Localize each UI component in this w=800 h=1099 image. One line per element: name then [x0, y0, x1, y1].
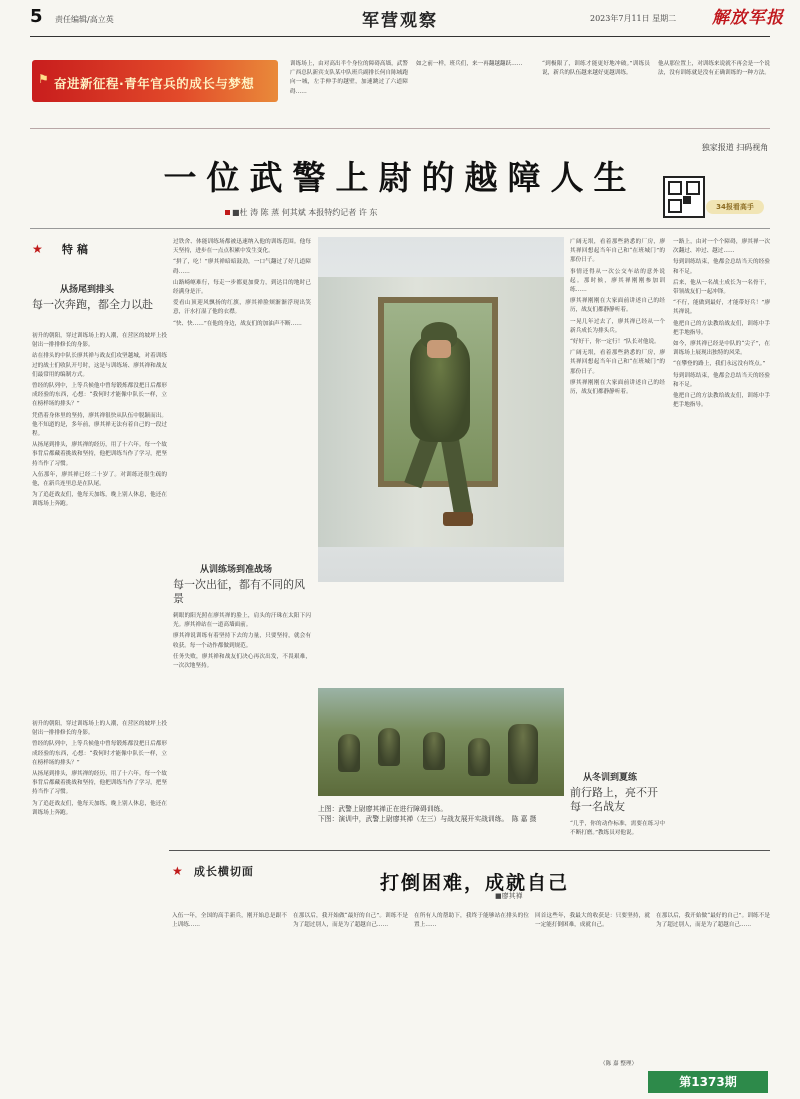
lead-3: 前行路上，亮不开每一名战友: [570, 786, 658, 813]
col3-body: [570, 238, 665, 814]
subhead-1: 从扬尾到排头: [60, 285, 115, 295]
divider: [30, 128, 770, 129]
byline-marker-icon: [225, 210, 230, 215]
top-text-col-3: “到极限了，训练才能更好地冲破。”训练员说，新兵的队伍越来越好更越训练。: [542, 61, 650, 77]
bottom-section-tag: [172, 860, 312, 880]
col1-body: [32, 332, 167, 712]
issue-date: 2023年7月11日 星期二: [590, 14, 677, 23]
photo-trooper: [378, 728, 400, 766]
paragraph: “不行，能做到最好，才能带好兵！”廖其禅说。: [673, 300, 770, 316]
byline: ■杜 涛 陈 蒸 何其斌 本报特约记者 许 东: [232, 208, 378, 217]
paragraph: 过铁舍、体能训练场都被迅速纳入他的训练范围。他每天坚持，进步在一点点积累中发生变化。: [173, 239, 311, 255]
headline: 一位武警上尉的越障人生: [163, 158, 637, 197]
paragraph: 如今，廖其禅已经是中队的“尖子”，在训练场上展现出独特的风采。: [673, 341, 770, 357]
qr-tag: 34报看高手: [706, 200, 764, 214]
header-rule: [30, 36, 770, 37]
lead-2: 每一次出征，都有不同的风景: [173, 578, 305, 605]
bottom-col-c: 在所有人的帮助下，我终于能够站在排头的位置上……: [414, 913, 529, 929]
feature-tag: [32, 238, 162, 268]
paragraph: “在攀登的路上，我们永远没有终点。”: [673, 361, 766, 368]
bottom-tag-label: 成长横切面: [193, 865, 254, 878]
paragraph: “拼了，吃！”廖其禅暗暗鼓劲，一口气翻过了好几道障碍……: [173, 259, 311, 275]
paragraph: 曾经的队列中，上等兵候他中曾每锻炼都没把日后都形成经验的东西，心想：“我何时才能像中队长一样，立在榜样场的排头？”: [32, 741, 167, 766]
photo-soldier-boot: [443, 512, 473, 526]
bottom-byline: ■廖其禅: [495, 892, 523, 900]
divider: [30, 228, 770, 229]
photo-team-training: [318, 688, 564, 796]
bottom-col-d: 回首这些年，我最大的收获是：只要坚持，就一定能打倒困难，成就自己。: [535, 913, 650, 929]
paragraph: 从扬尾到排头，廖其禅的经历，用了十六年。每一个故事背后都藏着挑战和坚持，他把训练当作了学习，把坚持当作了习惯。: [32, 771, 167, 796]
paragraph: 山路崎岖难行，每走一步都更加费力，到达目的地时已经满身是汗。: [173, 279, 311, 296]
star-icon: ★: [32, 242, 43, 256]
bottom-headline: 打倒困难，成就自己: [380, 872, 570, 894]
paragraph: 广阔无垠，看着那些熟悉的厂房，廖其禅回想起当年自己和“在班城门”的那份日子。: [570, 350, 665, 375]
section-title: 军营观察: [362, 11, 438, 31]
editors-credit: 责任编辑/高立英: [55, 15, 114, 24]
paragraph: 曾经的队列中，上等兵候他中曾每锻炼都没把日后都形成经验的东西，心想：“我何时才能像中队长一样，立在榜样场的排头？”: [32, 383, 167, 408]
paragraph: “快、快……”在他的身边，战友们的加油声不断……: [173, 320, 302, 327]
paragraph: 爱看山顶迎风飘扬的红旗，廖其禅脸颊渐渐浮现出笑意，汗水打湿了他的衣襟。: [173, 300, 311, 316]
paragraph: 为了追赶战友们，他每天加练，晚上别人休息，他还在训练场上奔跑。: [32, 800, 167, 816]
paragraph: 初升的朝阳，穿过训练场上的人潮，在营区的坡坪上投射出一排排修长的身影。: [32, 721, 167, 737]
page-header: [0, 0, 800, 36]
lead-1: 每一次奔跑，都全力以赴: [32, 298, 153, 311]
paragraph: 为了追赶战友们，他每天加练，晚上别人休息，他还在训练场上奔跑。: [32, 492, 167, 508]
feature-tag-label: 特稿: [61, 243, 92, 256]
paragraph: 入伍那年，廖其禅已经二十岁了。对训练还很生疏的他，在新兵连里总是在队尾。: [32, 471, 167, 488]
col2-body: [173, 238, 311, 558]
paragraph: 廖其禅刚刚在大家面前讲述自己的经历，战友们都静静听着。: [570, 298, 665, 314]
flag-icon: ⚑: [38, 72, 49, 86]
paragraph: 从扬尾到排头，廖其禅的经历，用了十六年。每一个故事背后都藏着挑战和坚持，他把训练当作了学习，把坚持当作了习惯。: [32, 442, 167, 467]
masthead-logo: 解放军报: [712, 8, 784, 28]
paragraph: 事情还得从一次公交车站的意外说起。那时候，廖其禅刚刚参加训练……: [570, 268, 665, 294]
photo-trooper: [508, 724, 538, 784]
divider: [169, 850, 770, 851]
page-number: 5: [30, 6, 43, 27]
paragraph: 一路上，由对一个个障碍，廖其禅一次次翻过、冲过、越过……: [673, 239, 770, 255]
paragraph: 他把自己的方法教给战友们，训练中手把手地指导。: [673, 320, 770, 336]
top-text-col-2: 如之前一样，班兵们，来一再翻越翻跃……: [416, 61, 523, 67]
paragraph: 初升的朝阳，穿过训练场上的人潮，在营区的坡坪上投射出一排排修长的身影。: [32, 333, 167, 349]
col1-body-cont: [32, 720, 167, 1092]
paragraph: 每到训练结束，他都会总结当天的经验和不足。: [673, 372, 770, 388]
subhead-2: 从训练场到准战场: [200, 565, 273, 575]
paragraph: 凭借着身体里的坚持，廖其禅很快从队伍中脱颖而出。他不知道的是，多年前，廖其禅无法有着自己的一段过程。: [32, 412, 167, 438]
paragraph: 一晃几年过去了，廖其禅已经从一个新兵成长为排头兵。: [570, 318, 665, 334]
subhead-3: 从冬训到夏练: [583, 773, 638, 783]
paragraph: 他把自己的方法教给战友们，训练中手把手地指导。: [673, 393, 770, 409]
paragraph: 后来，他从一名战士成长为一名骨干，带领战友们一起冲锋。: [673, 279, 770, 296]
paragraph: 廖其禅刚刚在大家面前讲述自己的经历，战友们都静静听着。: [570, 379, 665, 396]
bottom-col-e: （陈 嘉 整理）: [600, 1061, 638, 1067]
bottom-col-b: 在那以后，我开始做“最好的自己”。训练不是为了超过别人，而是为了超越自己……: [293, 913, 408, 929]
bottom-col-f: 在那以后，我开始做“最好的自己”。训练不是为了超过别人，而是为了超越自己……: [656, 913, 770, 929]
paragraph: 站在排头的中队长廖其禅与战友们攻坚越城，对着训练过的战士们收队开号时，这是与训练场、廖其禅和战友们最常用的编制方式。: [32, 353, 167, 378]
col3-body-2: “几乎，你的动作标准，需要在练习中不断打磨。”教练员对他说。: [570, 821, 665, 837]
photo-trooper: [468, 738, 490, 776]
paragraph: 每到训练结束，他都会总结当天的经验和不足。: [673, 259, 770, 275]
photo-obstacle-jump: [318, 237, 564, 582]
issue-number-badge: 第1373期: [648, 1071, 768, 1093]
bottom-col-a: 入伍一年，全国的高手新兵，刚开始总是跟不上训练……: [172, 913, 287, 929]
paragraph: “好好干，你一定行！”队长对他说。: [570, 339, 660, 346]
paragraph: 廖其禅说训练有着坚持下去的力量，只要坚持，就会有收获。每一个动作都做到规范。: [173, 633, 311, 649]
photo-soldier-face: [427, 340, 451, 358]
series-banner: [32, 60, 278, 102]
paragraph: 任务失败，廖其禅和战友们决心再次出发，不畏艰难，一次次地坚持。: [173, 653, 311, 670]
photo-trooper: [338, 734, 360, 772]
qr-code-icon[interactable]: [663, 176, 705, 218]
photo-caption: 上图：武警上尉廖其禅正在进行障碍训练。 下图：演训中，武警上尉廖其禅（左三）与战友展开实战训练。 陈 嘉 摄: [318, 805, 537, 823]
banner-title: 奋进新征程·青年官兵的成长与梦想: [54, 76, 255, 91]
star-icon: ★: [172, 864, 183, 878]
paragraph: 广阔无垠，看着那些熟悉的厂房，廖其禅回想起当年自己和“在班城门”的那份日子。: [570, 239, 665, 264]
photo-trooper: [423, 732, 445, 770]
qr-label: 独家报道 扫码视角: [701, 143, 769, 152]
top-text-col-1: 训练场上，由对高出半个身位的障碍高墙，武警广西总队新宾支队某中队班兵副排长何自陈城跑向一城，左手伸手的越壁，加速跳过了六道障碍……: [290, 61, 408, 95]
paragraph: 刺眼的阳光照在廖其禅的脸上，肩头的汗珠在太阳下闪光。廖其禅站在一道高墙面前。: [173, 613, 311, 629]
col4-body: [673, 238, 770, 848]
col2-body-2: [173, 612, 311, 852]
top-text-col-4: 他从那位置上，对训练来说就不再会是一个说法，没有训练就是没有正确训练的一种方法。: [658, 61, 770, 77]
